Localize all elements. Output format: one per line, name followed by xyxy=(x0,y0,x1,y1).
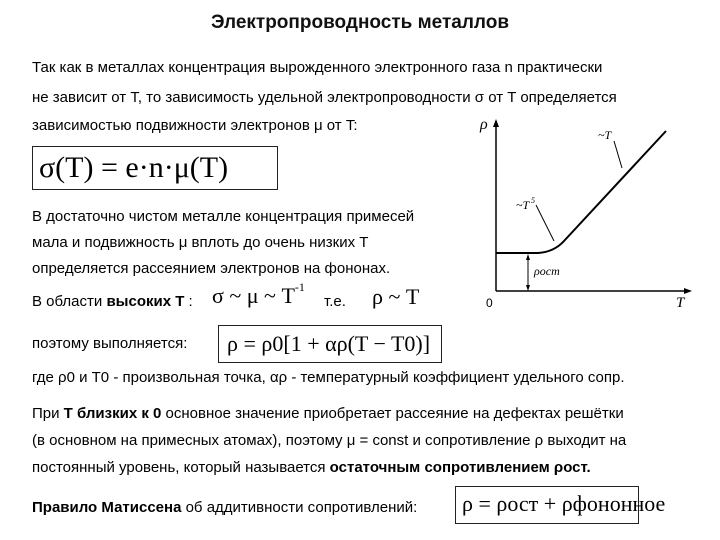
y-axis-label: ρ xyxy=(480,116,488,133)
label-t5: ~T xyxy=(516,198,530,212)
intro-line-2: не зависит от T, то зависимость удельной электропроводности σ от T определяется xyxy=(32,89,617,106)
low-t-line-3: постоянный уровень, который называется остаточным сопротивлением ρост. xyxy=(32,459,591,476)
ie-label: т.е. xyxy=(324,293,346,310)
label-t5-exponent: 5 xyxy=(531,196,535,205)
formula-high-t: σ ~ μ ~ $T^{-1}$ xyxy=(212,279,305,308)
x-axis-arrow-icon xyxy=(684,288,692,294)
origin-label: 0 xyxy=(486,296,493,310)
leader-linear xyxy=(614,141,622,168)
intro-line-1: Так как в металлах концентрация вырожденного электронного газа n практически xyxy=(32,59,603,76)
formula-rho-prop-t: ρ ~ T xyxy=(372,284,420,309)
resistivity-curve xyxy=(496,131,666,253)
pure-metal-line-2: мала и подвижность μ вплоть до очень низких T xyxy=(32,234,369,251)
where-line: где ρ0 и T0 - произвольная точка, αρ - температурный коэффициент удельного сопр. xyxy=(32,369,625,386)
formula-matthiessen: ρ = ρост + ρфононное xyxy=(455,486,639,524)
leader-t5 xyxy=(536,205,554,241)
low-t-line-2: (в основном на примесных атомах), поэтому μ = const и сопротивление ρ выходит на xyxy=(32,432,627,449)
label-linear: ~T xyxy=(598,128,612,142)
high-t-label: В области высоких T : xyxy=(32,293,193,310)
low-t-line-1: При T близких к 0 основное значение приобретает рассеяние на дефектах решётки xyxy=(32,405,624,422)
pure-metal-line-1: В достаточно чистом металле концентрация примесей xyxy=(32,208,415,225)
label-residual: ρост xyxy=(534,264,560,278)
page-title: Электропроводность металлов xyxy=(210,12,510,33)
residual-arrow-down-icon xyxy=(526,285,530,291)
x-axis-label: T xyxy=(676,295,685,311)
y-axis-arrow-icon xyxy=(493,119,499,127)
formula-rho-linear: ρ = ρ0[1 + αρ(T − T0)] xyxy=(218,325,442,363)
intro-line-3: зависимостью подвижности электронов μ от T: xyxy=(32,117,358,134)
matthiessen-label: Правило Матиссена об аддитивности сопротивлений: xyxy=(32,499,418,516)
therefore-label: поэтому выполняется: xyxy=(32,335,188,352)
resistivity-graph xyxy=(476,113,696,313)
pure-metal-line-3: определяется рассеянием электронов на фононах. xyxy=(32,260,391,277)
residual-arrow-up-icon xyxy=(526,254,530,260)
formula-conductivity: σ(T) = e·n·μ(T) xyxy=(32,146,278,190)
